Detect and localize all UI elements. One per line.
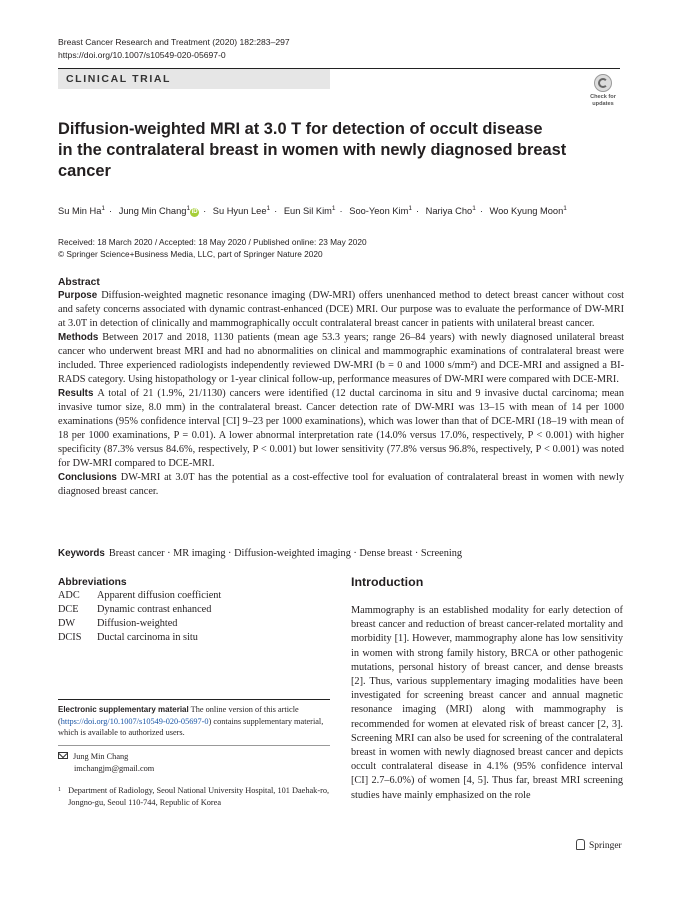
supplementary-link[interactable]: https://doi.org/10.1007/s10549-020-05697-0 xyxy=(60,716,209,726)
supplementary-note: Electronic supplementary material The online version of this article (https://doi.org/10.1007/s10549-020-05697-0) contains supplementary material, which is available to authorized users. xyxy=(58,705,324,737)
author-name[interactable]: Su Min Ha xyxy=(58,206,102,217)
abbreviation-row xyxy=(58,589,328,603)
copyright-line: © Springer Science+Business Media, LLC, part of Springer Nature 2020 xyxy=(58,249,323,259)
abbreviation-row xyxy=(58,617,328,631)
abstract-results xyxy=(58,387,624,471)
introduction-paragraph: Mammography is an established modality for early detection of breast cancer and reduction of breast cancer-related mortality and morbidity [1]. However, mammography alone has low sensitivity in women with strong family history, BRCA or other pathogenic mutations, personal history of breast cancer, and dense breasts [2]. Thus, various supplementary imaging modalities have been investigated for screening breast cancer and annual magnetic resonance imaging (MRI) along with mammography is recommended for women at elevated risk of breast cancer [2, 3]. Screening MRI can also be used for screening of the contralateral breast in women with newly diagnosed breast cancer and depicts occult contralateral disease in 4.1% (95% confidence interval [CI] 2.7–6.0%) of women [4, 5]. Thus far, breast MRI screening studies have mainly emphasized on the role xyxy=(351,605,623,801)
author-name[interactable]: Jung Min Chang xyxy=(118,206,187,217)
abbreviation-row xyxy=(58,631,328,645)
author-list: Su Min $Ha^1$ · Jung Min Chang$^1$iD · Su Hyun Lee$^1$ · Eun Sil Kim$^1$ · Soo-Yeon Kim$^1$ · Nariya Cho$^1$ · Woo Kyung Moon$^1$ xyxy=(58,205,567,217)
journal-citation: Breast Cancer Research and Treatment (2020) 182:283–297 xyxy=(58,37,290,47)
title-line-1: Diffusion-weighted MRI at 3.0 T for detection of occult disease xyxy=(58,120,543,138)
check-for-updates-badge[interactable] xyxy=(588,73,618,110)
affiliation-number: 1 xyxy=(58,787,61,793)
date-history: Received: 18 March 2020 / Accepted: 18 May 2020 / Published online: 23 May 2020 xyxy=(58,237,367,247)
author-name[interactable]: Soo-Yeon Kim xyxy=(349,206,409,217)
badge-line-1: Check for xyxy=(590,94,616,100)
methods-text: Between 2017 and 2018, 1130 patients (mean age 53.3 years; range 26–84 years) with newly diagnosed unilateral breast cancer who underwent breast MRI and had no abnormalities on clinical and mammographic examinations of contralateral breast were included. Three experienced radiologists independently reviewed DW-MRI (b = 0 and 1000 s/mm²) and DCE-MRI and assigned a BI-RADS category. Using histopathology or 1-year clinical follow-up, performance measures of DW-MRI were compared with DCE-MRI. xyxy=(58,332,624,385)
affiliation xyxy=(58,785,330,808)
author-name[interactable]: Su Hyun Lee xyxy=(212,206,267,217)
abstract-conclusions xyxy=(58,471,624,499)
abstract-methods xyxy=(58,331,624,387)
introduction-heading: Introduction xyxy=(351,575,424,589)
keywords-text: Breast cancer · MR imaging · Diffusion-weighted imaging · Dense breast · Screening xyxy=(108,548,463,559)
abstract-heading: Abstract xyxy=(58,277,100,288)
abbreviation-row xyxy=(58,603,328,617)
springer-logo-icon xyxy=(576,839,585,850)
orcid-icon[interactable]: iD xyxy=(191,209,198,216)
abstract-section xyxy=(58,277,624,499)
contact-name: Jung Min Chang xyxy=(73,752,129,761)
abstract-purpose xyxy=(58,289,624,331)
results-text: A total of 21 (1.9%, 21/1130) cancers were identified (12 ductal carcinoma in situ and 9 invasive ductal carcinoma; mean invasive tumor size, 8.0 mm) in the contralateral breast. Cancer detection rate of DW-MRI was 13–15 with mean of 14 per 1000 examinations (95% confidence interval [CI] 9–23 per 1000 examinations), which was lower than that of DCE-MRI (18–19 with mean of 18 per 1000 examinations, P = 0.01). A lower abnormal interpretation rate (14.0% versus 17.0%, respectively, P < 0.001) with higher specificity (87.3% versus 84.6%, respectively, P < 0.001) but lower sensitivity (77.8% versus 96.8%, respectively, P < 0.001) was noted for DW-MRI compared to DCE-MRI. xyxy=(58,388,624,469)
abbreviation-definition: Dynamic contrast enhanced xyxy=(97,604,212,615)
article-title xyxy=(58,119,578,182)
doi-link[interactable]: https://doi.org/10.1007/s10549-020-05697-0 xyxy=(58,50,226,60)
abbreviations-heading: Abbreviations xyxy=(58,577,127,588)
author-name[interactable]: Eun Sil Kim xyxy=(283,206,332,217)
footnote-rule xyxy=(58,699,330,700)
abbreviation-definition: Ductal carcinoma in situ xyxy=(97,632,198,643)
publication-dates xyxy=(58,236,367,260)
publisher-footer xyxy=(576,839,622,851)
author-name[interactable]: Nariya Cho xyxy=(425,206,473,217)
affiliation-text: Department of Radiology, Seoul National University Hospital, 101 Daehak-ro, Jongno-gu, Seoul 110-744, Republic of Korea xyxy=(68,786,330,807)
abbreviation-term: DCE xyxy=(58,604,79,615)
methods-label: Methods xyxy=(58,332,99,343)
badge-line-2: updates xyxy=(592,100,614,107)
publisher-name: Springer xyxy=(589,841,622,851)
envelope-icon xyxy=(58,752,68,759)
author-name[interactable]: Woo Kyung Moon xyxy=(489,206,564,217)
keywords-label: Keywords xyxy=(58,548,105,559)
supplementary-heading: Electronic supplementary material xyxy=(58,705,189,714)
abbreviation-term: DCIS xyxy=(58,632,82,643)
abbreviation-term: ADC xyxy=(58,590,80,601)
journal-header xyxy=(58,36,290,62)
abbreviation-term: DW xyxy=(58,618,76,629)
abbreviation-definition: Apparent diffusion coefficient xyxy=(97,590,222,601)
keywords-line xyxy=(58,548,624,559)
abbreviation-definition: Diffusion-weighted xyxy=(97,618,178,629)
abbreviations-section xyxy=(58,577,328,645)
purpose-text: Diffusion-weighted magnetic resonance imaging (DW-MRI) offers unenhanced method to detect breast cancer without cost and safety concerns associated with dynamic contrast-enhanced (DCE) MRI. Our purpose was to evaluate the performance of DW-MRI at 3.0T in detection of clinically and mammographically occult contralateral breast cancer in patients with unilateral breast cancer. xyxy=(58,290,624,329)
article-type-label: CLINICAL TRIAL xyxy=(66,73,172,85)
contact-email[interactable]: imchangjm@gmail.com xyxy=(74,763,155,773)
title-line-2: in the contralateral breast in women with newly diagnosed breast xyxy=(58,141,567,159)
title-line-3: cancer xyxy=(58,162,111,180)
corresponding-author xyxy=(58,751,330,774)
contact-rule xyxy=(58,745,330,746)
conclusions-label: Conclusions xyxy=(58,472,117,483)
purpose-label: Purpose xyxy=(58,290,98,301)
refresh-arrow-icon xyxy=(598,78,608,88)
results-label: Results xyxy=(58,388,94,399)
conclusions-text: DW-MRI at 3.0T has the potential as a cost-effective tool for evaluation of contralateral breast in women with newly diagnosed breast cancer. xyxy=(58,472,624,497)
